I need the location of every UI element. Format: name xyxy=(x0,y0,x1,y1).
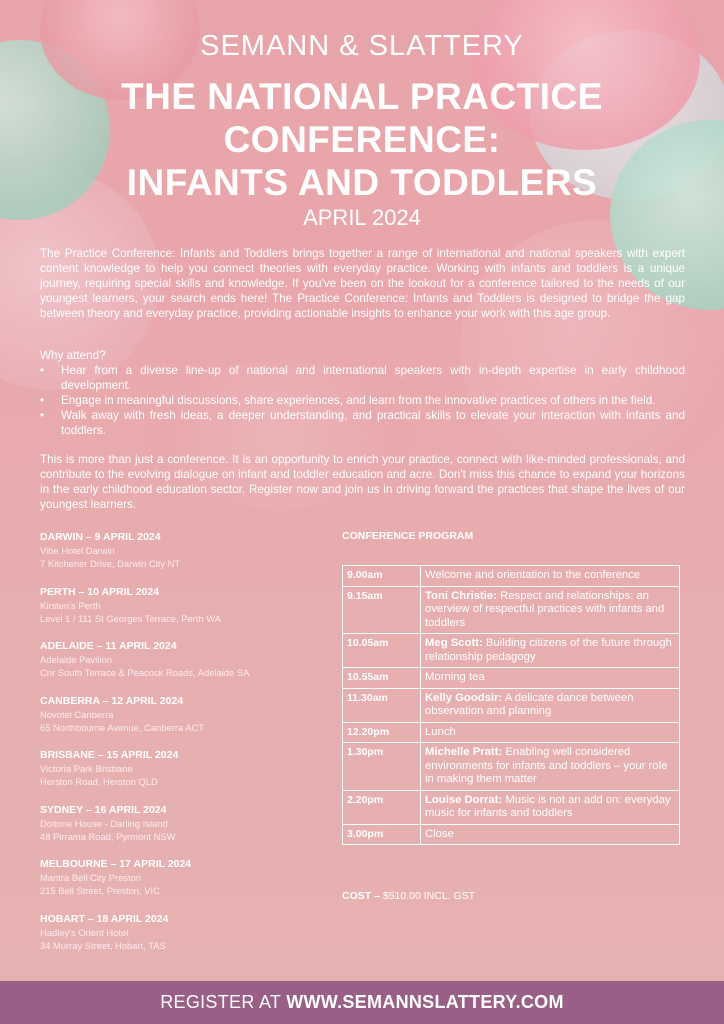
venue-address: Level 1 / 111 St Georges Terrace, Perth WA xyxy=(40,612,221,624)
session-description: Music is not an add on: everyday music for infants and toddlers xyxy=(425,793,671,819)
venue-item xyxy=(40,857,330,912)
table-row xyxy=(343,668,680,689)
list-item: • Walk away with fresh ideas, a deeper understanding, and practical skills to elevate your interaction with infants and toddlers. xyxy=(40,408,685,438)
list-item: • Engage in meaningful discussions, share experiences, and learn from the innovative practices of others in the field. xyxy=(40,393,685,408)
session-time: 2.20pm xyxy=(343,790,421,824)
venue-city-date: CANBERRA – 12 APRIL 2024 xyxy=(40,694,184,707)
why-attend-heading: Why attend? xyxy=(40,349,106,362)
table-row xyxy=(343,790,680,824)
venue-city-date: SYDNEY – 16 APRIL 2024 xyxy=(40,803,167,816)
venue-item xyxy=(40,694,330,749)
venue-address: 7 Kitchener Drive, Darwin City NT xyxy=(40,558,181,569)
venue-item xyxy=(40,530,330,585)
session-details xyxy=(421,634,680,668)
session-details xyxy=(421,688,680,722)
venue-name: Vibe Hotel Darwin xyxy=(40,545,115,556)
footer-banner xyxy=(0,981,724,1024)
list-item: • Hear from a diverse line-up of national and international speakers with in-depth expertise in early childhood development. xyxy=(40,363,685,393)
venue-address: Cnr South Terrace & Peacock Roads, Adelaide SA xyxy=(40,667,250,678)
venue-name: Victoria Park Brisbane xyxy=(40,763,133,774)
venue-city-date: PERTH – 10 APRIL 2024 xyxy=(40,585,160,598)
venue-city-date: MELBOURNE – 17 APRIL 2024 xyxy=(40,858,192,870)
title-line: THE NATIONAL PRACTICE xyxy=(121,76,603,117)
session-time: 12.20pm xyxy=(343,722,421,743)
session-description: Enabling well considered environments for infants and toddlers – your role in making them matter xyxy=(425,746,668,785)
session-time: 11.30am xyxy=(343,688,421,722)
cost-value: $510.00 INCL. GST xyxy=(382,890,476,902)
register-line xyxy=(0,992,724,1013)
session-description: Respect and relationships: an overview of respectful practices with infants and toddlers xyxy=(425,589,665,629)
session-time: 9.00am xyxy=(343,566,421,587)
venue-name: Hadley's Orient Hotel xyxy=(40,926,129,938)
session-details xyxy=(421,743,680,791)
title-line: INFANTS AND TODDLERS xyxy=(126,162,598,203)
venue-address: 215 Bell Street, Preston, VIC xyxy=(40,885,160,896)
table-row xyxy=(343,824,680,845)
venue-address: Herston Road, Herston QLD xyxy=(40,776,158,787)
venue-name: Novotel Canberra xyxy=(40,708,114,720)
session-description: Welcome and orientation to the conference xyxy=(425,569,641,581)
session-details xyxy=(421,566,680,587)
title-line: CONFERENCE: xyxy=(223,119,501,160)
venue-name: Mantra Bell City Preston xyxy=(40,872,142,883)
venue-city-date: HOBART – 18 APRIL 2024 xyxy=(40,912,169,925)
venue-item xyxy=(40,912,330,967)
venue-name: Adelaide Pavilion xyxy=(40,654,112,665)
event-date: APRIL 2024 xyxy=(303,205,421,230)
program-table xyxy=(342,565,680,845)
venue-item xyxy=(40,748,330,803)
venue-address: 48 Pirrama Road, Pyrmont NSW xyxy=(40,830,176,842)
venue-item xyxy=(40,585,330,640)
venue-city-date: ADELAIDE – 11 APRIL 2024 xyxy=(40,640,177,652)
session-speaker: Louise Dorrat: xyxy=(425,793,503,806)
session-details xyxy=(421,824,680,845)
table-row xyxy=(343,586,680,634)
session-description: Building citizens of the future through relationship pedagogy xyxy=(425,637,672,663)
session-time: 10.55am xyxy=(343,668,421,689)
venue-address: 65 Northbourne Avenue, Canberra ACT xyxy=(40,721,204,733)
why-attend-list xyxy=(40,363,685,438)
venue-name: Doltone House - Darling Island xyxy=(40,817,168,829)
program-heading: CONFERENCE PROGRAM xyxy=(342,530,474,542)
venue-list xyxy=(40,530,330,966)
page-title xyxy=(0,75,724,204)
venue-name: Kirsten's Perth xyxy=(40,599,101,611)
session-details xyxy=(421,790,680,824)
session-speaker: Michelle Pratt: xyxy=(425,746,503,758)
table-row xyxy=(343,566,680,587)
session-time: 9.15am xyxy=(343,586,421,634)
outro-paragraph: This is more than just a conference. It is an opportunity to enrich your practice, connect with like-minded professionals, and contribute to the evolving dialogue on infant and toddler education and acre. Don't miss this chance to expand your horizons in the early childhood education sector. Register now and join us in driving forward the practices that shape the lives of our youngest learners. xyxy=(40,453,685,511)
session-speaker: Meg Scott: xyxy=(425,637,483,649)
table-row xyxy=(343,634,680,668)
session-time: 1.30pm xyxy=(343,743,421,791)
venue-item xyxy=(40,803,330,858)
table-row xyxy=(343,722,680,743)
session-description: Lunch xyxy=(425,725,456,738)
session-description: A delicate dance between observation and planning xyxy=(425,691,634,717)
intro-paragraph: The Practice Conference: Infants and Toddlers brings together a range of international and national speakers with expert content knowledge to help you connect theories with everyday practice. Working with infants and toddlers is a unique journey, requiring special skills and knowledge. If you've been on the lookout for a conference tailored to the needs of our youngest learners, your search ends here! The Practice Conference: Infants and Toddlers is designed to bridge the gap between theory and everyday practice, providing actionable insights to enhance your work with this age group. xyxy=(40,247,685,320)
venue-city-date: DARWIN – 9 APRIL 2024 xyxy=(40,531,161,543)
session-details xyxy=(421,722,680,743)
session-speaker: Kelly Goodsir: xyxy=(425,691,503,704)
session-description: Close xyxy=(425,827,454,840)
session-time: 3.00pm xyxy=(343,824,421,845)
session-speaker: Toni Christie: xyxy=(425,589,497,602)
cost-label: COST – xyxy=(342,890,380,902)
table-row xyxy=(343,743,680,791)
venue-item xyxy=(40,639,330,694)
brand-name: SEMANN & SLATTERY xyxy=(200,30,524,62)
venue-city-date: BRISBANE – 15 APRIL 2024 xyxy=(40,749,179,761)
session-description: Morning tea xyxy=(425,671,485,683)
register-prefix: REGISTER AT xyxy=(160,992,281,1012)
venue-address: 34 Murray Street, Hobart, TAS xyxy=(40,939,166,951)
session-details xyxy=(421,668,680,689)
website-link[interactable]: WWW.SEMANNSLATTERY.COM xyxy=(286,992,564,1012)
session-details xyxy=(421,586,680,634)
session-time: 10.05am xyxy=(343,634,421,668)
table-row xyxy=(343,688,680,722)
cost-line xyxy=(342,890,475,902)
